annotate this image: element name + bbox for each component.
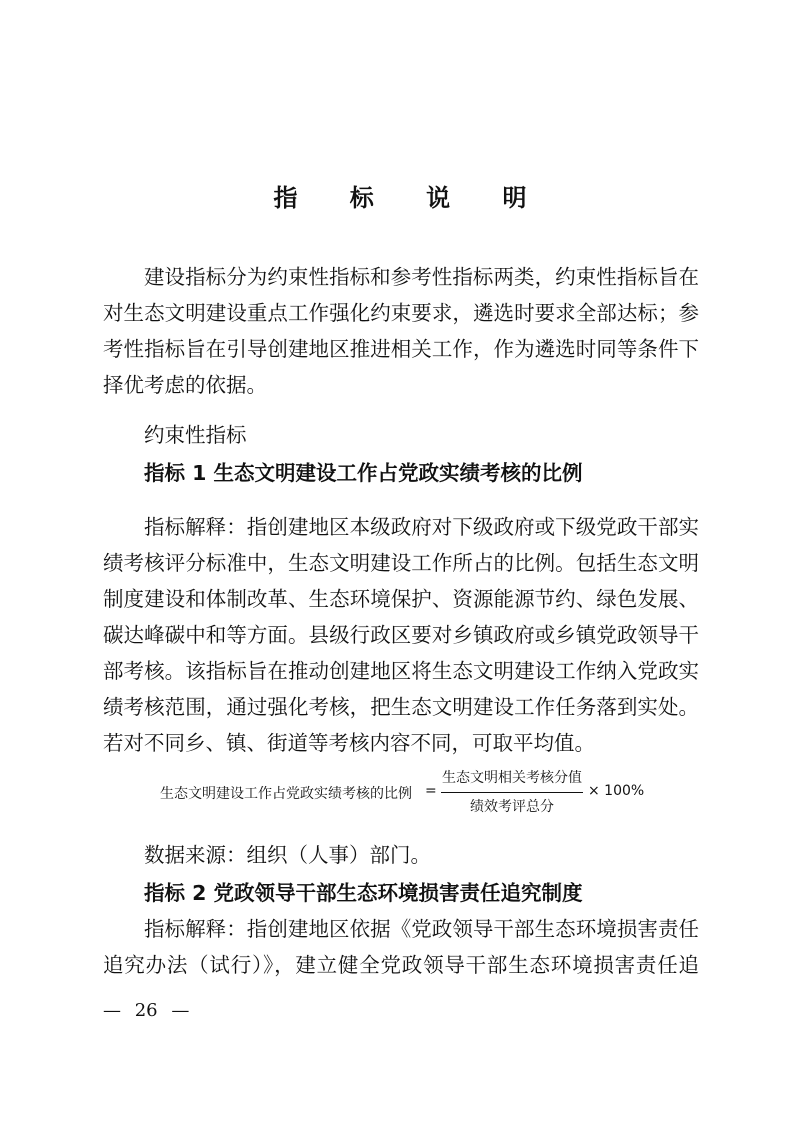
- indicator2-line: 追究办法（试行）》，建立健全党政领导干部生态环境损害责任追: [103, 953, 699, 977]
- page-title: 指 标 说 明: [273, 184, 549, 212]
- indicator2-heading: 指标 2 党政领导干部生态环境损害责任追究制度: [144, 881, 583, 905]
- formula-equals: =: [425, 783, 437, 799]
- data-source: 数据来源：组织（人事）部门。: [144, 843, 431, 867]
- page-number: — 26 —: [103, 1000, 190, 1021]
- indicator1-line: 制度建设和体制改革、生态环境保护、资源能源节约、绿色发展、: [103, 587, 699, 611]
- section-heading: 约束性指标: [144, 423, 247, 447]
- indicator2-line: 指标解释：指创建地区依据《党政领导干部生态环境损害责任: [144, 917, 699, 941]
- indicator1-heading: 指标 1 生态文明建设工作占党政实绩考核的比例: [144, 461, 583, 485]
- formula-denominator: 绩效考评总分: [470, 799, 554, 815]
- intro-line: 择优考虑的依据。: [103, 373, 267, 397]
- formula-lhs: 生态文明建设工作占党政实绩考核的比例: [160, 786, 412, 802]
- indicator1-line: 若对不同乡、镇、街道等考核内容不同，可取平均值。: [103, 731, 595, 755]
- indicator1-line: 部考核。该指标旨在推动创建地区将生态文明建设工作纳入党政实: [103, 659, 699, 683]
- indicator1-line: 绩考核范围，通过强化考核，把生态文明建设工作任务落到实处。: [103, 695, 699, 719]
- indicator1-line: 指标解释：指创建地区本级政府对下级政府或下级党政干部实: [144, 515, 699, 539]
- intro-line: 建设指标分为约束性指标和参考性指标两类，约束性指标旨在: [144, 265, 699, 289]
- fraction-bar: [441, 792, 583, 793]
- intro-line: 对生态文明建设重点工作强化约束要求，遴选时要求全部达标；参: [103, 301, 699, 325]
- formula-numerator: 生态文明相关考核分值: [442, 770, 582, 786]
- indicator1-line: 碳达峰碳中和等方面。县级行政区要对乡镇政府或乡镇党政领导干: [103, 623, 699, 647]
- formula-fraction: [441, 768, 583, 817]
- formula-multiplier: × 100%: [588, 783, 645, 799]
- intro-line: 考性指标旨在引导创建地区推进相关工作，作为遴选时同等条件下: [103, 337, 699, 361]
- indicator1-line: 绩考核评分标准中，生态文明建设工作所占的比例。包括生态文明: [103, 551, 699, 575]
